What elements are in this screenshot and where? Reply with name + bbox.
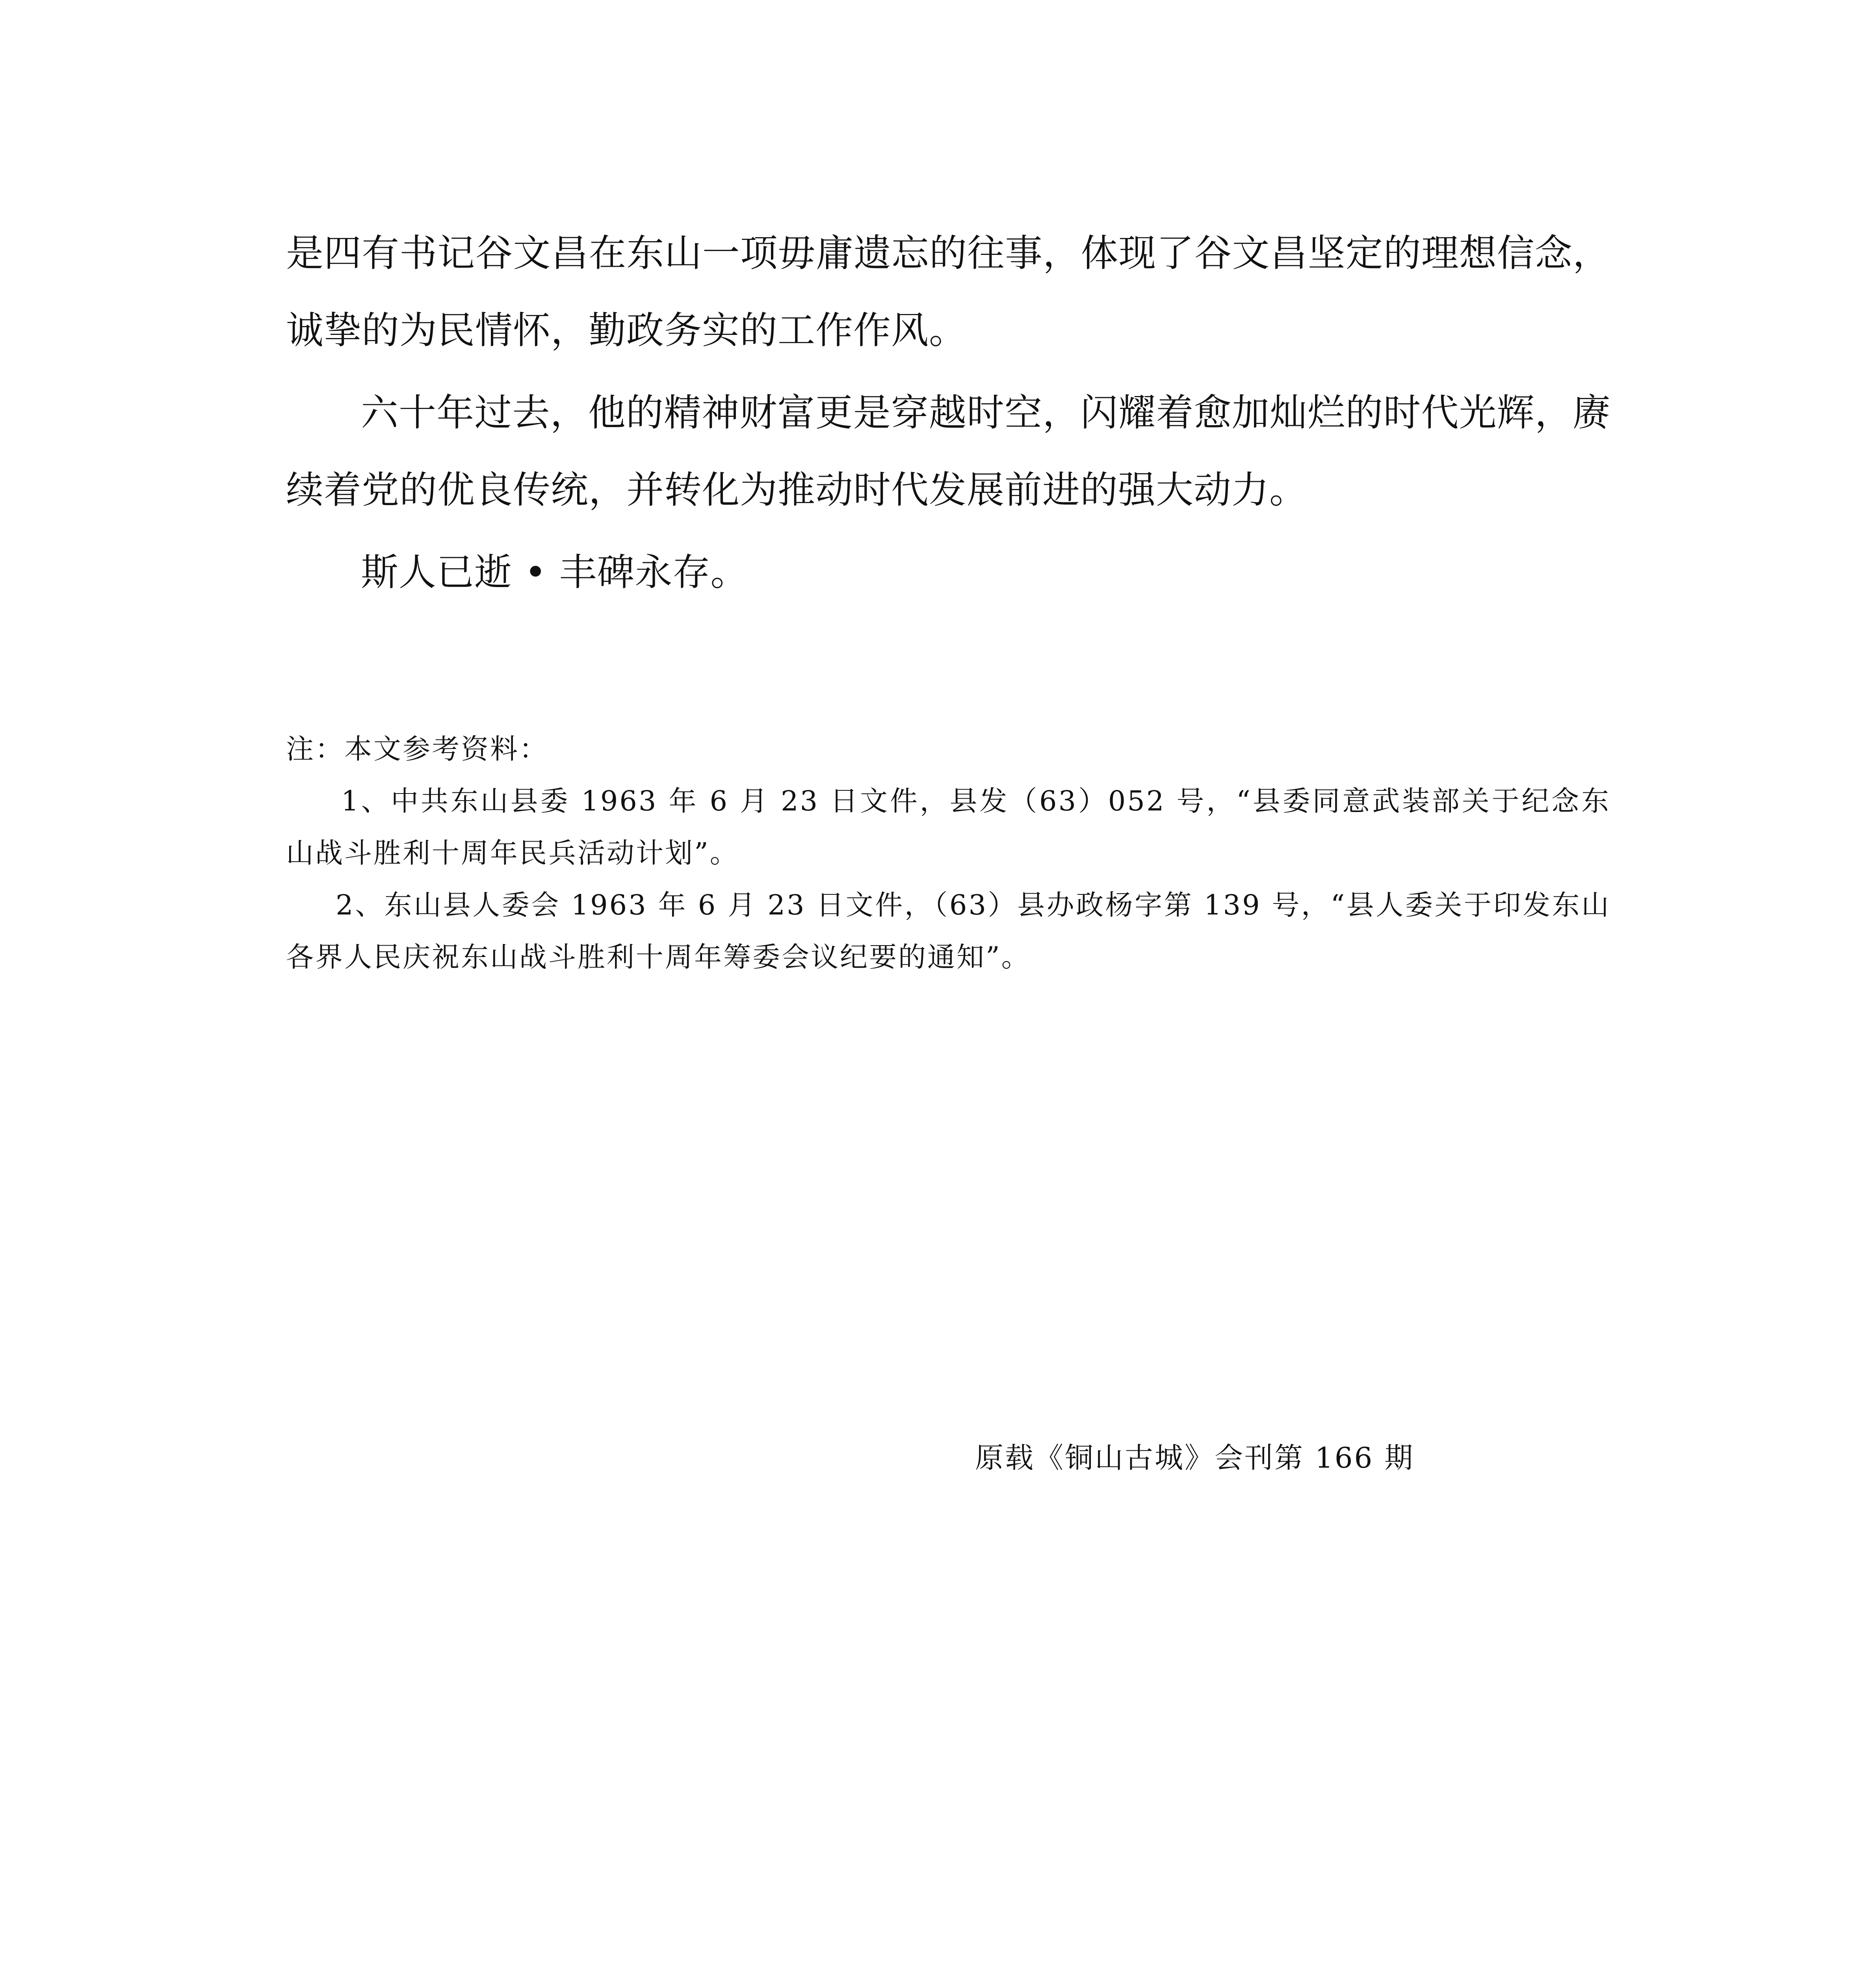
paragraph-text: 是四有书记谷文昌在东山一项毋庸遗忘的往事，体现了谷文昌坚定的理想信念，诚挚的为民情怀，勤政务实的工作作风。 (286, 232, 1610, 352)
paragraph-text: 六十年过去，他的精神财富更是穿越时空，闪耀着愈加灿烂的时代光辉，赓续着党的优良传统，并转化为推动时代发展前进的强大动力。 (286, 391, 1610, 512)
paragraph-text: 斯人已逝 • 丰碑永存。 (361, 551, 749, 594)
reference-notes (286, 723, 1610, 983)
note-item-1: 1、中共东山县委 1963 年 6 月 23 日文件，县发（63）052 号，“县委同意武装部关于纪念东山战斗胜利十周年民兵活动计划”。 (286, 785, 1610, 869)
source-attribution: 原载《铜山古城》会刊第 166 期 (975, 1441, 1415, 1474)
note-item-2: 2、东山县人委会 1963 年 6 月 23 日文件，（63）县办政杨字第 139 号，“县人委关于印发东山各界人民庆祝东山战斗胜利十周年筹委会议纪要的通知”。 (286, 889, 1610, 973)
body-paragraph-1 (286, 215, 1610, 369)
notes-heading: 注：本文参考资料： (286, 733, 548, 765)
body-paragraph-2 (286, 374, 1610, 529)
body-paragraph-3 (286, 534, 1610, 611)
